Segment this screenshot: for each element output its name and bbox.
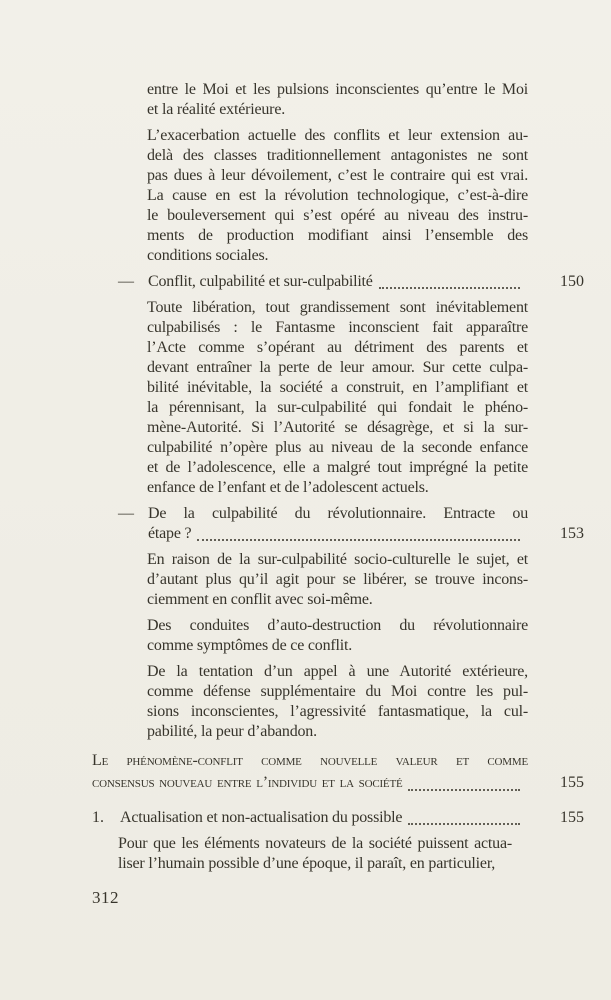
text-line: La cause en est la révolution technologique, c’est-à-dire [147,187,528,204]
text-line: De la culpabilité du révolutionnaire. Entracte ou [148,505,528,522]
page-ref: 155 [560,774,584,791]
paragraph-block [147,616,528,656]
text-line: liser l’humain possible d’une époque, il paraît, en particulier, [118,855,496,872]
text-line: enfance de l’enfant et de l’adolescent actuels. [147,479,429,496]
text-line: De la tentation d’un appel à une Autorité extérieure, [147,663,528,680]
text-line: delà des classes traditionnellement antagonistes ne sont [147,147,528,164]
toc-entry [92,272,584,292]
text-line: conditions sociales. [147,247,269,264]
text-line: Toute libération, tout grandissement sont inévitablement [147,299,528,316]
text-line: Le phénomène-conflit comme nouvelle valeur et comme [92,752,528,769]
entry-label: Conflit, culpabilité et sur-culpabilité [148,273,373,290]
leader-dots [379,287,520,289]
leader-dots [408,823,520,825]
leader-row [148,524,584,544]
page-ref: 153 [560,525,584,542]
text-line: l’Acte comme s’opérant au détriment des parents et [147,339,528,356]
text-line: comme défense supplémentaire du Moi contre les pul- [147,683,528,700]
text-line: culpabilité n’opère plus au niveau de la seconde enfance [147,439,528,456]
text-line: sions inconscientes, l’agressivité fantasmatique, la cul- [147,703,528,720]
toc-entry [92,504,584,544]
paragraph-block [118,834,512,874]
text-line: ciemment en conflit avec soi-même. [147,591,373,608]
text-line: pabilité, la peur d’abandon. [147,723,317,740]
leader-dots [197,539,520,541]
text-line: En raison de la sur-culpabilité socio-culturelle le sujet, et [147,551,528,568]
page-ref: 155 [560,809,584,826]
leader-row [148,272,584,292]
text-line: mène-Autorité. Si l’Autorité se désagrège, et si la sur- [147,419,528,436]
toc-entry [92,808,584,828]
paragraph-block [147,550,528,610]
leader-row [120,808,584,828]
paragraph-block [147,662,528,742]
page-number: 312 [92,888,119,907]
text-line: la pérennisant, la sur-culpabilité qui fondait le phéno- [147,399,528,416]
text-line: Des conduites d’auto-destruction du révolutionnaire [147,617,528,634]
text-line: ments de production modifiant ainsi l’ensemble des [147,227,528,244]
paragraph-block [147,298,528,498]
text-line: et de l’adolescence, elle a malgré tout imprégné la petite [147,459,528,476]
text-line: d’autant plus qu’il agit pour se libérer, se trouve incons- [147,571,528,588]
text-line: le bouleversement qui s’est opéré au niveau des instru- [147,207,528,224]
text-line: comme symptômes de ce conflit. [147,637,353,654]
dash-marker: — [118,505,134,522]
entry-label: Actualisation et non-actualisation du possible [120,809,403,826]
entry-label: consensus nouveau entre l’individu et la société [92,774,403,791]
text-line: culpabilisés : le Fantasme inconscient fait apparaître [147,319,528,336]
text-line: entre le Moi et les pulsions inconscientes qu’entre le Moi [147,81,528,98]
text-line: bilité inévitable, la société a construit, en l’amplifiant et [147,379,528,396]
paragraph-block [147,80,528,120]
content-blocks [92,80,584,880]
text-line: devant entraîner la perte de leur amour. Sur cette culpa- [147,359,528,376]
text-line: pas dues à leur dévoilement, c’est le contraire qui est vrai. [147,167,528,184]
section-heading [92,750,584,794]
leader-dots [408,789,520,791]
dash-marker: — [118,273,134,290]
entry-number: 1. [92,809,104,826]
leader-row [92,772,584,794]
text-line: L’exacerbation actuelle des conflits et leur extension au- [147,127,528,144]
entry-label: étape ? [148,525,192,542]
paragraph-block [147,126,528,266]
page-ref: 150 [560,273,584,290]
text-line: et la réalité extérieure. [147,101,286,118]
text-line: Pour que les éléments novateurs de la société puissent actua- [118,835,512,852]
